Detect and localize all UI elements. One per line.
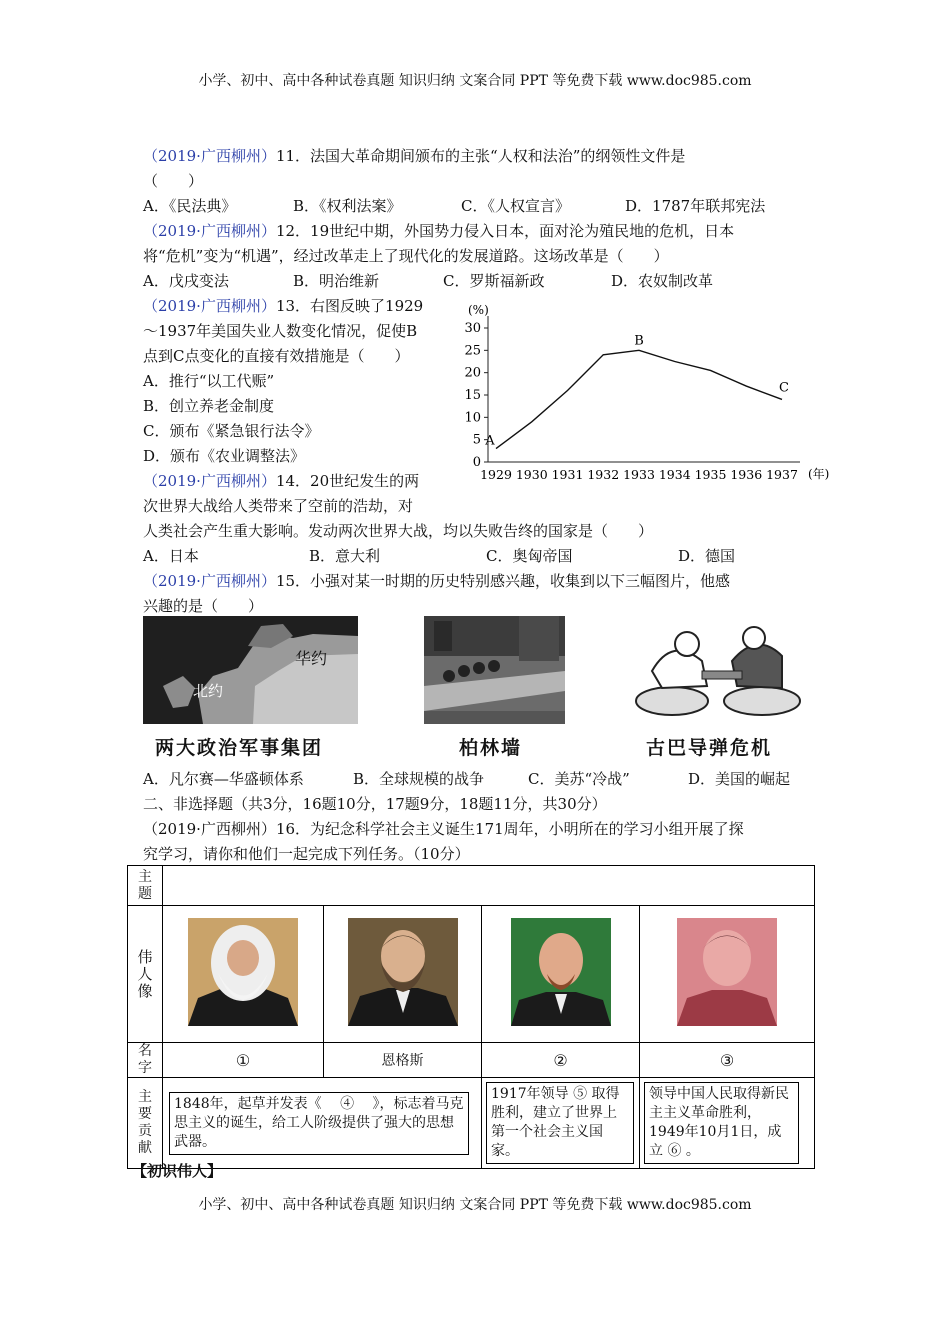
q14-source: （2019·广西柳州）	[143, 472, 276, 490]
q16-stem-line2: 究学习，请你和他们一起完成下列任务。（10分）	[143, 845, 470, 863]
berlin-wall-image	[424, 616, 565, 724]
q12-option-a: A．戊戌变法	[143, 272, 229, 290]
portrait-marx-image	[188, 918, 298, 1026]
map-label-nato: 北约	[193, 682, 224, 700]
name-blank-1: ①	[163, 1043, 324, 1078]
q15-options	[143, 767, 823, 792]
q11-option-b: B．《权利法案》	[293, 197, 402, 215]
portrait-engels-image	[348, 918, 458, 1026]
q15-stem-line2: 兴趣的是（ ）	[143, 597, 264, 615]
q13-source: （2019·广西柳州）	[143, 297, 276, 315]
question-11-stem: （2019·广西柳州）11．法国大革命期间颁布的主张“人权和法治”的纲领性文件是	[143, 147, 686, 165]
q15-option-a: A．凡尔赛—华盛顿体系	[143, 770, 304, 788]
x-tick-label: 1932	[587, 467, 620, 482]
x-tick-label: 1935	[694, 467, 727, 482]
question-15-stem: （2019·广西柳州）15．小强对某一时期的历史特别感兴趣，收集到以下三幅图片，他感	[143, 572, 731, 590]
q13-option-c: C．颁布《紧急银行法令》	[143, 422, 320, 440]
cuban-missile-cartoon-image	[632, 616, 804, 724]
q11-source: （2019·广西柳州）	[143, 147, 276, 165]
q14-stem-line3: 人类社会产生重大影响。发动两次世界大战，均以失败告终的国家是（ ）	[143, 522, 654, 540]
point-label-a: A	[485, 433, 495, 449]
portrait-cell-3	[482, 906, 640, 1043]
great-figures-table	[127, 865, 815, 1169]
y-tick-label: 0	[472, 455, 481, 470]
point-label-b: B	[634, 333, 644, 349]
portrait-cell-4	[640, 906, 815, 1043]
portrait-cell-1	[163, 906, 324, 1043]
cold-war-map-image	[143, 616, 358, 724]
page-header: 小学、初中、高中各种试卷真题 知识归纳 文案合同 PPT 等免费下载 www.doc985.com	[198, 73, 752, 89]
unemployment-line-chart	[450, 300, 830, 490]
row-header-portrait: 伟人像	[128, 906, 163, 1043]
q15-option-b: B．全球规模的战争	[353, 770, 485, 788]
q13-option-d: D．颁布《农业调整法》	[143, 447, 306, 465]
q13-stem-line3: 点到C点变化的直接有效措施是（ ）	[143, 347, 410, 365]
y-axis-label: (%)	[468, 303, 489, 317]
portrait-mao-image	[677, 918, 777, 1026]
x-tick-label: 1929	[480, 467, 512, 482]
contribution-cell-marx	[163, 1078, 482, 1169]
q12-options	[143, 269, 823, 294]
x-tick-label: 1934	[658, 467, 691, 482]
contribution-text-lenin: 1917年领导 ⑤ 取得胜利，建立了世界上第一个社会主义国家。	[486, 1082, 634, 1164]
x-tick-label: 1937	[766, 467, 798, 482]
q14-option-b: B．意大利	[309, 547, 381, 565]
x-tick-label: 1930	[515, 467, 548, 482]
q11-option-c: C．《人权宣言》	[461, 197, 570, 215]
q14-option-a: A．日本	[143, 547, 199, 565]
contribution-cell-mao	[640, 1078, 815, 1169]
map-label-warsaw: 华约	[295, 649, 328, 668]
portrait-lenin-image	[511, 918, 611, 1026]
caption-berlin-wall: 柏林墙	[459, 737, 523, 759]
series-line	[496, 350, 782, 448]
table-row	[128, 906, 815, 1043]
caption-cuban-missile-crisis: 古巴导弹危机	[646, 737, 773, 759]
q12-option-c: C．罗斯福新政	[443, 272, 545, 290]
page-footer: 小学、初中、高中各种试卷真题 知识归纳 文案合同 PPT 等免费下载 www.doc985.com	[198, 1197, 752, 1213]
table-row	[128, 1078, 815, 1169]
question-13-stem: （2019·广西柳州）13．右图反映了1929	[143, 297, 424, 315]
table-row	[128, 866, 815, 906]
question-14-stem: （2019·广西柳州）14．20世纪发生的两	[143, 472, 420, 490]
q13-option-a: A．推行“以工代赈”	[143, 372, 275, 390]
table-row	[128, 1043, 815, 1078]
q14-option-d: D．德国	[678, 547, 736, 565]
q11-option-d: D．1787年联邦宪法	[625, 197, 766, 215]
y-tick-label: 30	[464, 321, 481, 336]
q12-option-b: B．明治维新	[293, 272, 380, 290]
y-tick-label: 20	[464, 365, 481, 381]
q13-stem-line2: ～1937年美国失业人数变化情况，促使B	[143, 322, 418, 340]
q11-option-a: A．《民法典》	[143, 197, 237, 215]
name-engels: 恩格斯	[324, 1043, 482, 1078]
point-label-c: C	[779, 380, 789, 396]
q12-option-d: D．农奴制改革	[611, 272, 714, 290]
section-2-heading: 二、非选择题（共3分，16题10分，17题9分，18题11分，共30分）	[143, 795, 607, 813]
q15-option-c: C．美苏“冷战”	[528, 770, 630, 788]
question-12-stem: （2019·广西柳州）12．19世纪中期，外国势力侵入日本，面对沦为殖民地的危机，日本	[143, 222, 735, 240]
x-tick-label: 1933	[623, 467, 655, 482]
row-header-name: 名字	[128, 1043, 163, 1078]
q11-paren: （ ）	[143, 172, 204, 190]
q15-option-d: D．美国的崛起	[688, 770, 791, 788]
y-tick-label: 5	[472, 432, 481, 448]
q12-stem-line2: 将“危机”变为“机遇”，经过改革走上了现代化的发展道路。这场改革是（ ）	[143, 247, 669, 265]
caption-military-blocs: 两大政治军事集团	[155, 737, 324, 759]
y-tick-label: 15	[464, 388, 481, 403]
y-tick-label: 10	[464, 410, 481, 426]
q14-options	[143, 544, 823, 569]
q14-option-c: C．奥匈帝国	[486, 547, 573, 565]
portrait-cell-2	[324, 906, 482, 1043]
section-label: 【初识伟人】	[132, 1162, 223, 1180]
contribution-text-marx: 1848年，起草并发表《 ④ 》，标志着马克思主义的诞生，给工人阶级提供了强大的思想武器。	[169, 1092, 469, 1155]
q15-source: （2019·广西柳州）	[143, 572, 276, 590]
q11-options	[143, 194, 823, 219]
name-blank-2: ②	[482, 1043, 640, 1078]
row-header-contribution: 主要贡献	[128, 1078, 163, 1169]
q14-stem-line2: 次世界大战给人类带来了空前的浩劫，对	[143, 497, 414, 515]
contribution-cell-lenin	[482, 1078, 640, 1169]
q12-source: （2019·广西柳州）	[143, 222, 276, 240]
question-16-stem: （2019·广西柳州）16．为纪念科学社会主义诞生171周年，小明所在的学习小组开展了探	[143, 820, 744, 838]
theme-blank-cell	[163, 866, 815, 906]
y-tick-label: 25	[464, 343, 481, 359]
x-tick-label: 1936	[730, 467, 763, 482]
q13-option-b: B．创立养老金制度	[143, 397, 275, 415]
row-header-theme: 主题	[128, 866, 163, 906]
x-tick-label: 1931	[551, 467, 584, 482]
x-axis-label: (年)	[808, 467, 830, 481]
contribution-text-mao: 领导中国人民取得新民主主义革命胜利，1949年10月1日，成立 ⑥ 。	[644, 1082, 799, 1164]
name-blank-3: ③	[640, 1043, 815, 1078]
